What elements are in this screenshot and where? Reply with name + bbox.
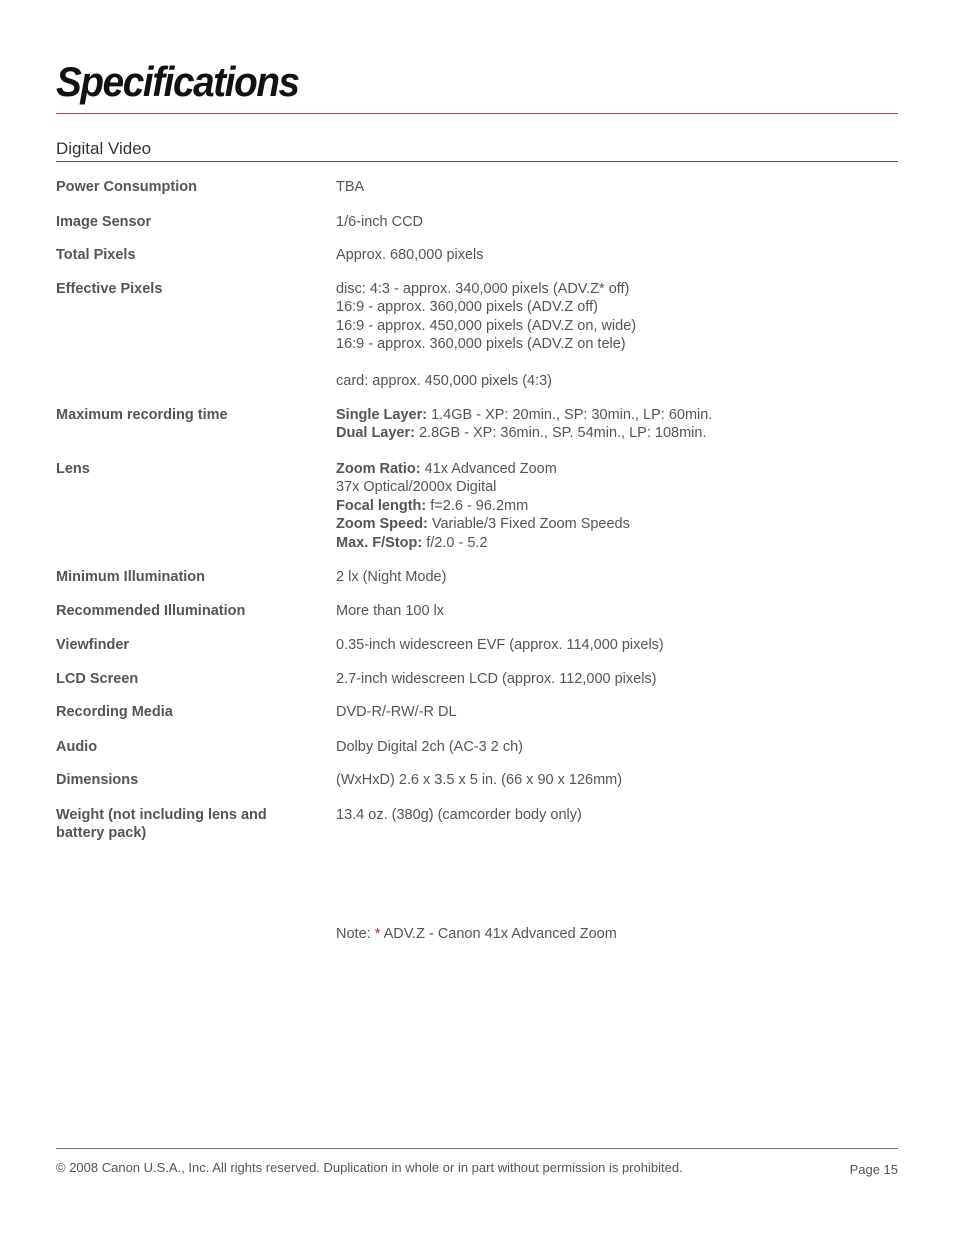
spec-value-line	[336, 771, 898, 790]
spec-value-line	[336, 602, 898, 621]
spec-label: Audio	[56, 738, 98, 755]
spec-value	[336, 703, 898, 722]
spec-value-line	[336, 806, 898, 825]
spec-label: Recommended Illumination	[56, 602, 246, 619]
spec-value-text: More than 100 lx	[336, 602, 445, 619]
spec-value-line	[336, 298, 898, 317]
spec-value-text: f=2.6 - 96.2mm	[426, 497, 529, 514]
section-heading: Digital Video	[56, 139, 152, 158]
copyright-text: © 2008 Canon U.S.A., Inc. All rights reserved. Duplication in whole or in part without permission is prohibited.	[56, 1160, 683, 1175]
spec-label: LCD Screen	[56, 670, 139, 687]
spec-value-key: Dual Layer:	[336, 425, 415, 441]
spec-value-line	[336, 372, 898, 391]
spec-row	[56, 406, 898, 443]
spec-label: Maximum recording time	[56, 406, 228, 423]
spec-value-line	[336, 670, 898, 689]
note-prefix: Note:	[336, 926, 375, 942]
spec-label: Minimum Illumination	[56, 569, 206, 585]
spec-value	[336, 178, 898, 197]
spec-value-line	[336, 534, 898, 553]
spec-value-text: 16:9 - approx. 360,000 pixels (ADV.Z on tele)	[336, 336, 626, 352]
spec-value	[336, 568, 898, 587]
spec-value-line	[336, 738, 898, 757]
spec-label: Recording Media	[56, 704, 173, 720]
spec-value-line	[336, 568, 898, 587]
spacer	[336, 354, 898, 373]
spec-value	[336, 406, 898, 443]
spec-value-line	[336, 213, 898, 232]
note-text: ADV.Z - Canon 41x Advanced Zoom	[380, 926, 617, 942]
spec-label: Lens	[56, 460, 90, 477]
spec-label: Weight (not including lens and battery pack)	[56, 806, 267, 841]
spec-value-text: 13.4 oz. (380g) (camcorder body only)	[336, 806, 582, 823]
spec-value-key: Single Layer:	[336, 406, 428, 423]
spec-value-line	[336, 280, 898, 299]
spec-row	[56, 738, 898, 757]
spec-value-text: Approx. 680,000 pixels	[336, 247, 484, 263]
spec-label: Viewfinder	[56, 637, 130, 653]
spec-value-key: Zoom Ratio:	[336, 460, 421, 477]
spec-value	[336, 738, 898, 757]
spec-label: Image Sensor	[56, 213, 152, 230]
spec-label: Total Pixels	[56, 247, 136, 263]
spec-row	[56, 213, 898, 232]
spec-row	[56, 280, 898, 391]
spec-value-text: 2.7-inch widescreen LCD (approx. 112,000 pixels)	[336, 670, 657, 687]
spec-value-line	[336, 497, 898, 516]
spec-row	[56, 636, 898, 655]
spec-row	[56, 178, 898, 197]
spec-value-line	[336, 178, 898, 197]
spec-value-text: DVD-R/-RW/-R DL	[336, 704, 457, 720]
spec-value-text: TBA	[336, 179, 365, 195]
spec-value	[336, 602, 898, 621]
spec-value-key: Zoom Speed:	[336, 516, 428, 532]
spec-value	[336, 670, 898, 689]
page-title: Specifications	[56, 58, 299, 105]
spec-row	[56, 568, 898, 587]
spec-table	[56, 178, 898, 859]
spec-value-text: card: approx. 450,000 pixels (4:3)	[336, 373, 553, 389]
spec-value	[336, 806, 898, 843]
footnote	[336, 926, 617, 942]
spec-row	[56, 602, 898, 621]
spec-value	[336, 213, 898, 232]
section-divider	[56, 161, 898, 162]
spec-row	[56, 670, 898, 689]
spec-value-line	[336, 246, 898, 265]
spec-value-line	[336, 317, 898, 336]
spec-value-line	[336, 636, 898, 655]
spec-value-line	[336, 460, 898, 479]
spec-label: Power Consumption	[56, 179, 197, 195]
spec-row	[56, 806, 898, 843]
spec-value-text: disc: 4:3 - approx. 340,000 pixels (ADV.Z* off)	[336, 280, 630, 297]
spec-value-line	[336, 424, 898, 443]
spec-value-text: Dolby Digital 2ch (AC-3 2 ch)	[336, 738, 523, 755]
spec-value-text: 2.8GB - XP: 36min., SP. 54min., LP: 108min.	[414, 425, 707, 441]
spec-value-text: 16:9 - approx. 360,000 pixels (ADV.Z off)	[336, 299, 598, 315]
spec-value-line	[336, 478, 898, 497]
spec-value-text: 0.35-inch widescreen EVF (approx. 114,000 pixels)	[336, 637, 664, 653]
spec-value-text: Variable/3 Fixed Zoom Speeds	[427, 516, 630, 532]
spec-value-text: (WxHxD) 2.6 x 3.5 x 5 in. (66 x 90 x 126mm)	[336, 772, 623, 788]
spec-value-text: 37x Optical/2000x Digital	[336, 479, 497, 495]
spec-value	[336, 460, 898, 553]
spec-row	[56, 460, 898, 553]
page-number: Page 15	[849, 1162, 898, 1177]
spec-label: Dimensions	[56, 772, 139, 788]
spec-value-text: 1/6-inch CCD	[336, 213, 424, 230]
spec-value-line	[336, 335, 898, 354]
spec-value-key: Focal length:	[336, 497, 427, 514]
spec-row	[56, 771, 898, 790]
spec-value-text: 41x Advanced Zoom	[420, 460, 557, 477]
spec-value-line	[336, 703, 898, 722]
spec-value-line	[336, 406, 898, 425]
spec-value-text: 1.4GB - XP: 20min., SP: 30min., LP: 60min.	[427, 406, 713, 423]
spec-value	[336, 280, 898, 391]
spec-value-line	[336, 515, 898, 534]
spec-label: Effective Pixels	[56, 280, 163, 297]
spec-value	[336, 636, 898, 655]
spec-value-key: Max. F/Stop:	[336, 534, 423, 551]
spec-value	[336, 771, 898, 790]
spec-value-text: 16:9 - approx. 450,000 pixels (ADV.Z on, wide)	[336, 317, 637, 334]
spec-value-text: 2 lx (Night Mode)	[336, 569, 447, 585]
spec-row	[56, 246, 898, 265]
spec-value-text: f/2.0 - 5.2	[422, 534, 488, 551]
note-asterisk: *	[374, 926, 381, 942]
spec-row	[56, 703, 898, 722]
title-divider	[56, 113, 898, 114]
footer-divider	[56, 1148, 898, 1149]
spec-value	[336, 246, 898, 265]
